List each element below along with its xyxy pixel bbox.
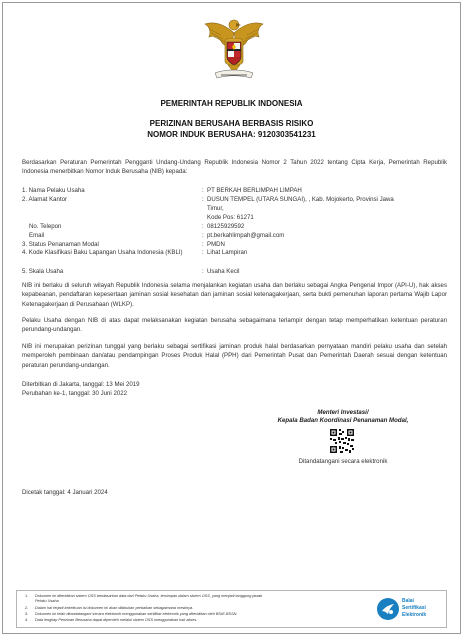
- nib-number: NOMOR INDUK BERUSAHA: 9120303541231: [147, 130, 316, 139]
- bsre-logo: [376, 595, 440, 623]
- field-colon: :: [202, 196, 204, 203]
- revision-date: Perubahan ke-1, tanggal: 30 Juni 2022: [22, 390, 128, 397]
- field-value-address: DUSUN TEMPEL (UTARA SUNGAI), , Kab. Mojokerto, Provinsi Jawa Timur,: [207, 196, 394, 212]
- government-heading: PEMERINTAH REPUBLIK INDONESIA: [160, 99, 303, 108]
- electronic-signature-note: Ditandatangani secara elektronik: [298, 458, 388, 465]
- halal-paragraph: NIB ini merupakan perizinan tunggal yang berlaku sebagai sertifikasi jaminan produk halal berdasarkan pernyataan mandiri pelaku usaha dan setelah memperoleh pembinaan dan/atau pendampingan Proses Produk Halal (PPH) dari Pemerintah Pusat dan Pemerintah Daerah sesuai dengan ketentuan peraturan perundang-undangan.: [22, 343, 447, 369]
- bsre-seal-icon: [376, 597, 400, 621]
- issued-date: Diterbitkan di Jakarta, tanggal: 13 Mei 2019: [22, 381, 140, 388]
- field-value-kbli: Lihat Lampiran: [207, 249, 248, 256]
- footnote-3: 3. Dokumen ini telah ditandatangani secara elektronik menggunakan sertifikat elektronik yang diterbitkan oleh BSrE-BSSN.: [25, 612, 238, 616]
- field-colon: :: [202, 187, 204, 194]
- field-colon: :: [202, 268, 204, 275]
- field-value-postcode: Kode Pos: 61271: [207, 214, 254, 221]
- field-label-business-scale: 5. Skala Usaha: [22, 268, 64, 275]
- nib-document-page: [2, 2, 461, 634]
- field-value-email: pt.berkahlimpah@gmail.com: [207, 232, 285, 239]
- signatory-title-line2: Kepala Badan Koordinasi Penanaman Modal,: [277, 417, 409, 424]
- footnote-2: 2. Dalam hal terjadi kekeliruan isi dokumen ini akan dilakukan perbaikan sebagaimana mestinya.: [25, 606, 194, 610]
- field-label-email: Email: [29, 232, 45, 239]
- field-value-phone: 08125929592: [207, 223, 245, 230]
- validity-paragraph: NIB ini berlaku di seluruh wilayah Republik Indonesia selama menjalankan kegiatan usaha dan berlaku sebagai Angka Pengenal Impor (API-U), hak akses kepabeanan, pendaftaran kepesertaan jaminan sosial kesehatan dan jaminan sosial ketenagakerjaan, serta bukti pemenuhan laporan pertama Wajib Lapor Ketenagakerjaan di Perusahaan (WLKP).: [22, 282, 447, 308]
- bsre-logo-line3: Elektronik: [402, 612, 427, 618]
- signatory-title-line1: Menteri Investasi/: [317, 409, 369, 416]
- bsre-logo-line1: Balai: [402, 598, 414, 604]
- footnote-4: 4. Data lengkap Perizinan Berusaha dapat diperoleh melalui sistem OSS menggunakan hak akses.: [25, 618, 198, 622]
- field-colon: :: [202, 232, 204, 239]
- field-value-investment-status: PMDN: [207, 241, 225, 248]
- field-label-kbli: 4. Kode Klasifikasi Baku Lapangan Usaha Indonesia (KBLI): [22, 249, 183, 256]
- field-value-business-scale: Usaha Kecil: [207, 268, 240, 275]
- field-colon: :: [202, 223, 204, 230]
- garuda-pancasila-emblem-icon: [201, 15, 267, 85]
- field-label-address: 2. Alamat Kantor: [22, 196, 68, 203]
- field-label-investment-status: 3. Status Penanaman Modal: [22, 241, 99, 248]
- bsre-logo-line2: Sertifikasi: [402, 605, 426, 611]
- field-label-name: 1. Nama Pelaku Usaha: [22, 187, 85, 194]
- document-title: PERIZINAN BERUSAHA BERBASIS RISIKO: [149, 119, 314, 128]
- intro-paragraph: Berdasarkan Peraturan Pemerintah Pengganti Undang-Undang Republik Indonesia Nomor 2 Tahun 2022 tentang Cipta Kerja, Pemerintah Republik Indonesia menerbitkan Nomor Induk Berusaha (NIB) kepada:: [22, 159, 447, 176]
- field-colon: :: [202, 249, 204, 256]
- footnote-1: 1. Dokumen ini diterbitkan sistem OSS berdasarkan data dari Pelaku Usaha, tersimpan dalam sistem OSS, yang menjadi tanggung jawab: [25, 594, 263, 598]
- field-value-name: PT BERKAH BERLIMPAH LIMPAH: [207, 187, 302, 194]
- qr-code-icon: [329, 428, 355, 454]
- footnote-1-cont: Pelaku Usaha.: [35, 599, 60, 603]
- print-date: Dicetak tanggal: 4 Januari 2024: [22, 489, 108, 496]
- field-label-phone: No. Telepon: [29, 223, 62, 230]
- activity-paragraph: Pelaku Usaha dengan NIB di atas dapat melaksanakan kegiatan berusaha sebagaimana terlampir dengan tetap memperhatikan ketentuan peraturan perundang-undangan.: [22, 317, 447, 334]
- field-colon: :: [202, 241, 204, 248]
